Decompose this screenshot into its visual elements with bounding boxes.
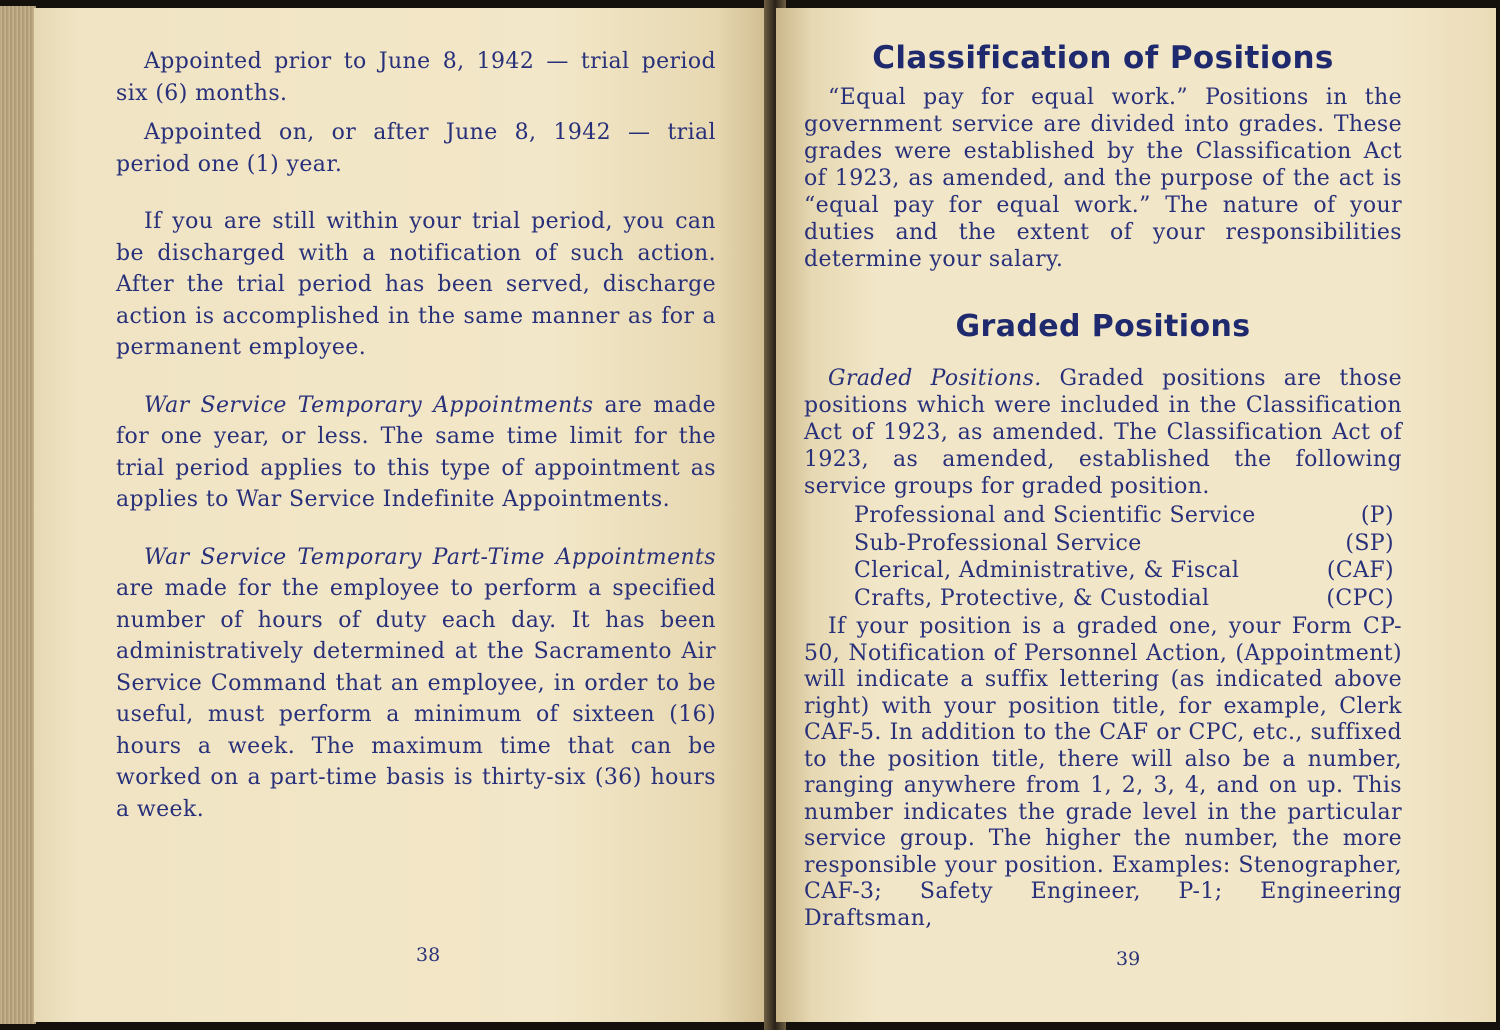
- term-temporary-appointments: War Service Temporary Appointments: [144, 392, 594, 418]
- page-number-left: 38: [416, 944, 441, 966]
- service-group-row: [854, 557, 1394, 585]
- left-page: [34, 8, 774, 1022]
- heading-graded-positions: Graded Positions: [955, 309, 1251, 344]
- paragraph-temporary-appointments: [116, 390, 716, 516]
- heading-classification-of-positions: Classification of Positions: [872, 40, 1334, 76]
- left-page-text: [116, 46, 716, 825]
- service-group-name: Professional and Scientific Service: [854, 503, 1256, 528]
- service-group-code: (SP): [1345, 530, 1394, 556]
- service-group-row: [854, 585, 1394, 613]
- service-group-code: (CAF): [1326, 558, 1394, 583]
- term-part-time-appointments: War Service Temporary Part-Time Appointments: [144, 544, 716, 570]
- paragraph-discharge: If you are still within your trial period, you can be discharged with a notification of such action. After the trial period has been served, discharge action is accomplished in the same manner as for a permanent employee.: [116, 209, 716, 360]
- service-group-code: (CPC): [1326, 585, 1394, 611]
- text-part-time-appointments: are made for the employee to perform a specified number of hours of duty each day. It has been administratively determined at the Sacramento Air Service Command that an employee, in order to be useful, must perform a minimum of sixteen (16) hours a week. The maximum time that can be worked on a part-time basis is thirty-six (36) hours a week.: [116, 576, 716, 822]
- paragraph-equal-pay: “Equal pay for equal work.” Positions in the government service are divided into grades. These grades were established by the Classification Act of 1923, as amended, and the purpose of the act is “equal pay for equal work.” The nature of your duties and the extent of your responsibilities determine your salary.: [804, 85, 1402, 272]
- page-number-right: 39: [1116, 948, 1141, 970]
- service-group-row: [854, 502, 1394, 530]
- term-graded-positions: Graded Positions.: [828, 366, 1042, 391]
- service-groups-list: [854, 502, 1394, 612]
- page-edges: [0, 6, 36, 1024]
- text-temporary-appointments: are made for one year, or less. The same time limit for the trial period applies to this type of appointment as applies to War Service Indefinite Appointments.: [116, 392, 716, 512]
- service-group-name: Clerical, Administrative, & Fiscal: [854, 558, 1240, 583]
- service-group-name: Sub-Professional Service: [854, 530, 1142, 556]
- service-group-code: (P): [1360, 503, 1394, 528]
- paragraph-trial-one-year: Appointed on, or after June 8, 1942 — trial period one (1) year.: [116, 120, 716, 177]
- paragraph-graded-positions: [804, 365, 1402, 500]
- service-group-row: [854, 530, 1394, 558]
- service-group-name: Crafts, Protective, & Custodial: [854, 585, 1210, 611]
- paragraph-trial-six-months: Appointed prior to June 8, 1942 — trial period six (6) months.: [116, 49, 716, 106]
- paragraph-form-cp50: If your position is a graded one, your Form CP-50, Notification of Personnel Action, (Appointment) will indicate a suffix lettering (as indicated above right) with your position title, for example, Clerk CAF-5. In addition to the CAF or CPC, etc., suffixed to the position title, there will also be a number, ranging anywhere from 1, 2, 3, 4, and on up. This number indicates the grade level in the particular service group. The higher the number, the more responsible your position. Examples: Stenographer, CAF-3; Safety Engineer, P-1; Engineering Draftsman,: [804, 614, 1402, 931]
- paragraph-part-time-appointments: [116, 542, 716, 826]
- right-page-text: [804, 38, 1402, 932]
- text-graded-positions: Graded positions are those positions which were included in the Classification Act of 1923, as amended. The Classification Act of 1923, as amended, established the following service groups for graded position.: [804, 366, 1402, 499]
- right-page: [776, 8, 1496, 1022]
